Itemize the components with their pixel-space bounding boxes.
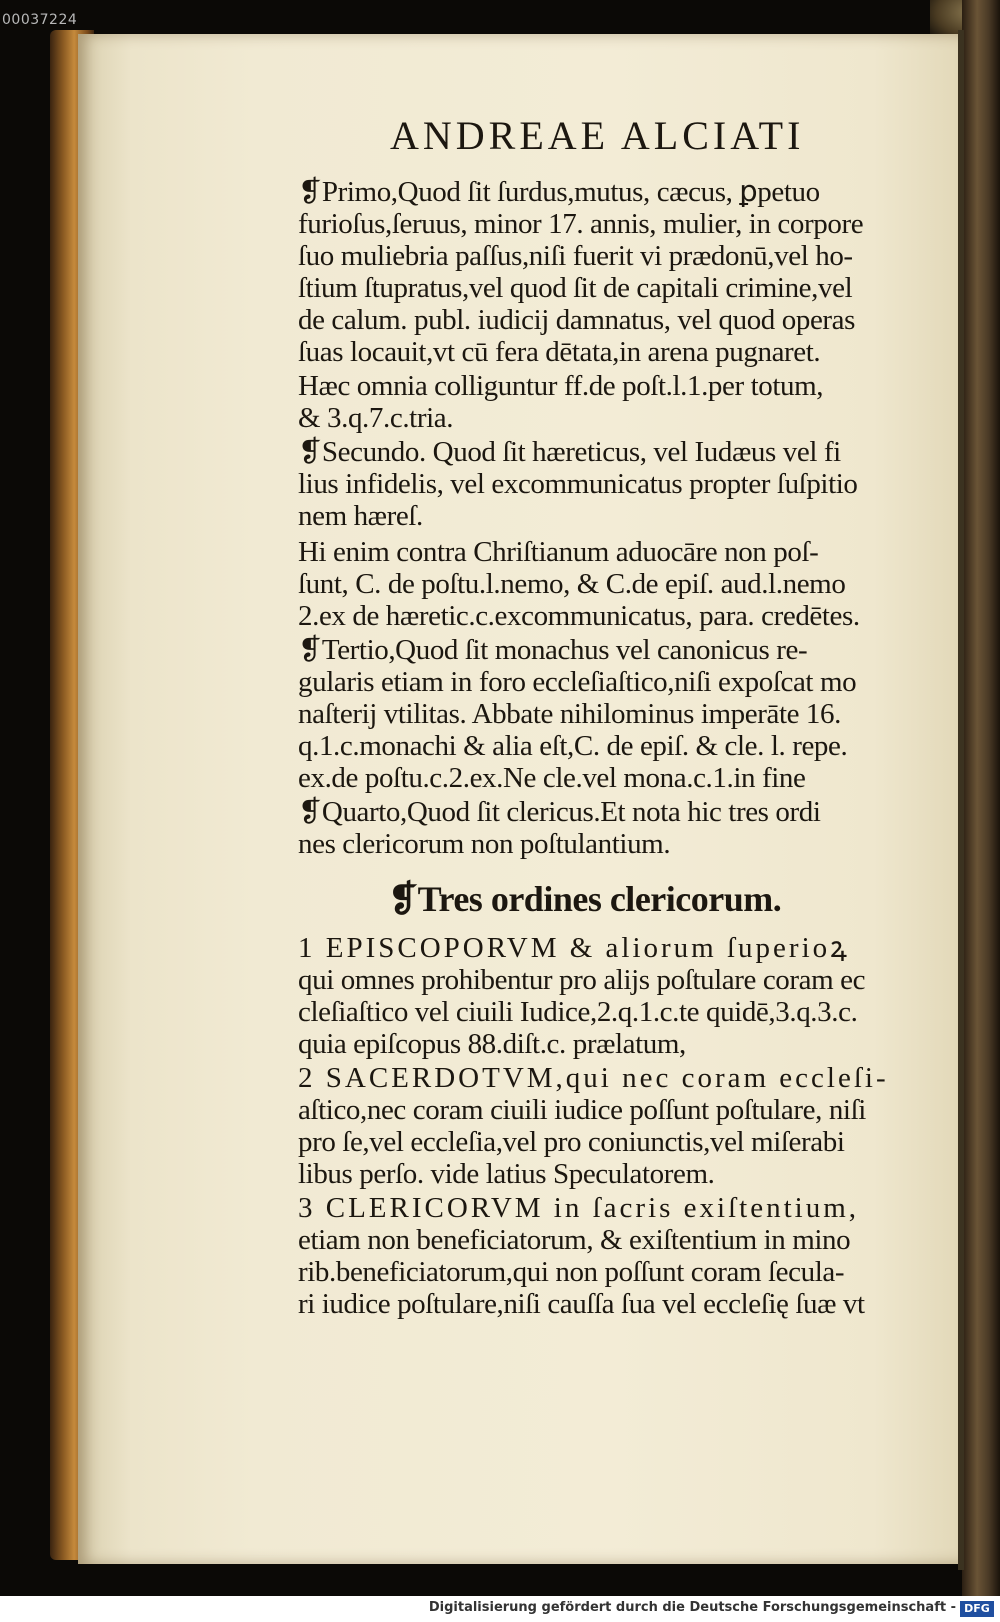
text-line: qui omnes prohibentur pro alijs poſtulare coram ec [298,964,866,996]
text-line: nem hæreſ. [298,500,423,532]
text-line: ❡Tertio,Quod ſit monachus vel canonicus re- [298,634,808,666]
list-entry-heading: 1 EPISCOPORVM & aliorum ſuperioꝝ [298,932,850,964]
text-line: aſtico,nec coram ciuili iudice poſſunt poſtulare, niſi [298,1094,866,1126]
scan-id: 00037224 [2,12,78,28]
text-line: ex.de poſtu.c.2.ex.Ne cle.vel mona.c.1.in fine [298,762,806,794]
list-entry-heading: 3 CLERICORVM in ſacris exiſtentium, [298,1192,859,1224]
text-line: Hæc omnia colliguntur ff.de poſt.l.1.per totum, [298,370,824,402]
text-line: furioſus,ſeruus, minor 17. annis, mulier, in corpore [298,208,864,240]
text-line: & 3.q.7.c.tria. [298,402,454,434]
text-line: quia epiſcopus 88.diſt.c. prælatum, [298,1028,686,1060]
text-line: gularis etiam in foro eccleſiaſtico,niſi expoſcat mo [298,666,857,698]
text-line: ❡Secundo. Quod ſit hæreticus, vel Iudæus vel fi [298,436,841,468]
text-line: etiam non beneficiatorum, & exiſtentium in mino [298,1224,851,1256]
text-line: rib.beneficiatorum,qui non poſſunt coram ſecula- [298,1256,845,1288]
text-line: lius infidelis, vel excommunicatus propter ſuſpitio [298,468,858,500]
text-line: ri iudice poſtulare,niſi cauſſa ſua vel eccleſię ſuæ vt [298,1288,865,1320]
text-line: de calum. publ. iudicij damnatus, vel quod operas [298,304,856,336]
text-line: ſtium ſtupratus,vel quod ſit de capitali crimine,vel [298,272,853,304]
text-line: cleſiaſtico vel ciuili Iudice,2.q.1.c.te quidē,3.q.3.c. [298,996,858,1028]
text-line: ❡Quarto,Quod ſit clericus.Et nota hic tres ordi [298,796,821,828]
text-line: q.1.c.monachi & alia eſt,C. de epiſ. & cle. l. repe. [298,730,848,762]
text-line: 2.ex de hæretic.c.excommunicatus, para. credētes. [298,600,860,632]
text-line: libus perſo. vide latius Speculatorem. [298,1158,715,1190]
footer-bar [0,1596,1000,1622]
text-line: Hi enim contra Chriſtianum aduocāre non poſ- [298,536,819,568]
text-line: ſuas locauit,vt cū fera dētata,in arena pugnaret. [298,336,821,368]
list-entry-heading: 2 SACERDOTVM,qui nec coram eccleſi- [298,1062,889,1094]
dfg-logo: DFG [960,1601,994,1617]
text-line: ſunt, C. de poſtu.l.nemo, & C.de epiſ. aud.l.nemo [298,568,846,600]
running-head: ANDREAE ALCIATI [390,113,805,158]
page-gutter [958,30,964,1570]
text-line: ❡Primo,Quod ſit ſurdus,mutus, cæcus, ꝑpetuo [298,176,820,208]
funding-credit: Digitalisierung gefördert durch die Deutsche Forschungsgemeinschaft - [428,1600,956,1615]
text-line: pro ſe,vel eccleſia,vel pro coniunctis,vel miſerabi [298,1126,845,1158]
text-line: ſuo muliebria paſſus,niſi fuerit vi prædonū,vel ho- [298,240,853,272]
section-heading: ❡Tres ordines clericorum. [388,879,782,919]
text-line: naſterij vtilitas. Abbate nihilominus imperāte 16. [298,698,841,730]
text-line: nes clericorum non poſtulantium. [298,828,671,860]
book-spine-edge [962,0,1000,1596]
